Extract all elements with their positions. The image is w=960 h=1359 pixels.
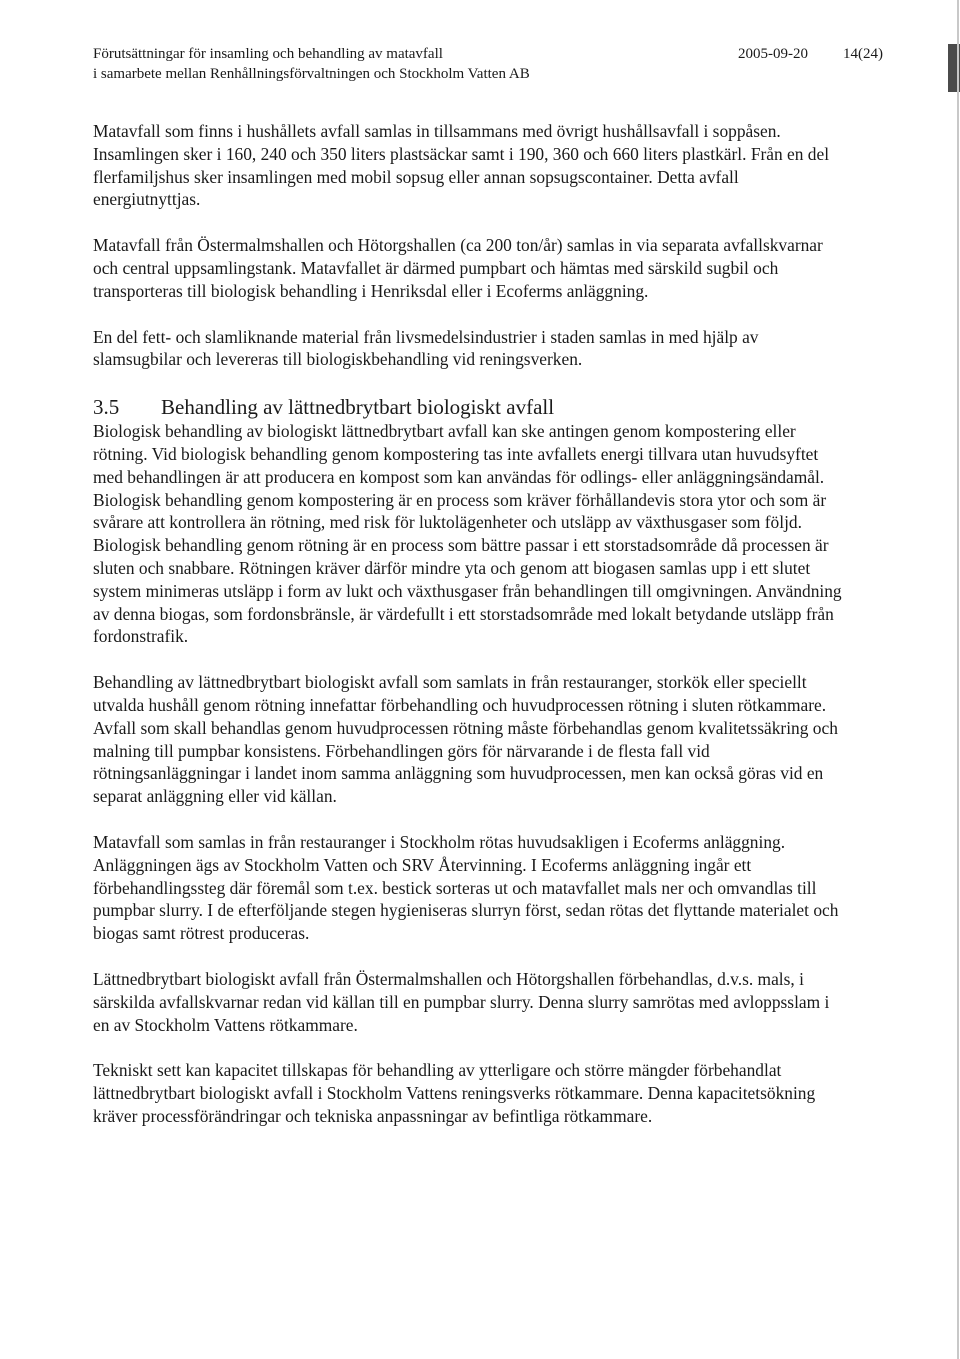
section-title: Behandling av lättnedbrytbart biologiskt avfall <box>161 395 555 420</box>
paragraph-industry-sludge: En del fett- och slamliknande material från livsmedelsindustrier i staden samlas in med hjälp av slamsugbilar och levereras till biologiskbehandling vid reningsverken. <box>93 326 759 370</box>
document-body <box>93 120 845 1151</box>
header-title-line1: Förutsättningar för insamling och behandling av matavfall <box>93 46 443 62</box>
paragraph-capacity: Tekniskt sett kan kapacitet tillskapas för behandling av ytterligare och större mängder förbehandlat lättnedbrytbart biologiskt avfall i Stockholm Vattens reningsverks rötkammare. Denna kapacitetsökning kräver processförändringar och tekniska anpassningar av befintliga rötkammare. <box>93 1060 816 1126</box>
section-number: 3.5 <box>93 395 120 420</box>
paragraph-household-collection: Matavfall som finns i hushållets avfall samlas in tillsammans med övrigt hushållsavfall i soppåsen. Insamlingen sker i 160, 240 och 350 liters plastsäckar samt i 190, 360 och 660 liters plastkärl. Från en del flerfamiljshus sker insamlingen med mobil sopsug eller annan sopsugscontainer. Detta avfall energiutnyttjas. <box>93 121 830 210</box>
paragraph-digestion-pretreatment: Behandling av lättnedbrytbart biologiskt avfall som samlats in från restauranger, storkök eller speciellt utvalda hushåll genom rötning innefattar förbehandling och huvudprocessen rötning i sluten rötkammare. Avfall som skall behandlas genom huvudprocessen rötning måste förbehandlas genom kvalitetssäkring och malning till pumpbar konsistens. Förbehandlingen görs för närvarande i de flesta fall vid rötningsanläggningar i landet inom samma anläggning som huvudprocessen, men kan också göras vid en separat anläggning eller vid källan. <box>93 672 838 807</box>
paragraph-biological-treatment: Biologisk behandling av biologiskt lättnedbrytbart avfall kan ske antingen genom kompostering eller rötning. Vid biologisk behandling genom kompostering tas inte avfallets energi tillvara utan huvudsyftet med behandlingen är att producera en kompost som kan användas för odlings- eller anläggningsändamål. Biologisk behandling genom kompostering är en process som kräver förhållandevis stora ytor och som är svårare att kontrollera än rötning, med risk för luktolägenheter och utsläpp av växthusgaser som följd. Biologisk behandling genom rötning är en process som bättre passar i ett storstadsområde då processen är sluten och snabbare. Rötningen kräver därför mindre yta och genom att biogasen samlas upp i ett slutet system minimeras utsläpp i form av lukt och växthusgaser från behandlingen till omgivningen. Användning av denna biogas, som fordonsbränsle, är värdefullt i ett storstadsområde med lokalt betydande utsläpp från fordonstrafik. <box>93 421 842 647</box>
header-date: 2005-09-20 <box>738 46 808 62</box>
scan-edge-line <box>957 0 959 1359</box>
header-title-line2: i samarbete mellan Renhållningsförvaltningen och Stockholm Vatten AB <box>93 66 530 82</box>
header-page-number: 14(24) <box>843 46 883 62</box>
paragraph-ecoferm: Matavfall som samlas in från restauranger i Stockholm rötas huvudsakligen i Ecoferms anläggning. Anläggningen ägs av Stockholm Vatten och SRV Återvinning. I Ecoferms anläggning ingår ett förbehandlingssteg där föremål som t.ex. bestick sorteras ut och matavfallet mals ner och omvandlas till pumpbar slurry. I de efterföljande stegen hygieniseras slurryn först, sedan rötas det flyttande materialet och biogas samt rötrest produceras. <box>93 831 839 944</box>
page-header <box>93 44 893 84</box>
paragraph-market-halls: Matavfall från Östermalmshallen och Hötorgshallen (ca 200 ton/år) samlas in via separata avfallskvarnar och central uppsamlingstank. Matavfallet är därmed pumpbart och hämtas med särskild sugbil och transporteras till biologisk behandling i Henriksdal eller i Ecoferms anläggning. <box>93 235 823 301</box>
paragraph-market-halls-slurry: Lättnedbrytbart biologiskt avfall från Östermalmshallen och Hötorgshallen förbehandlas, d.v.s. mals, i särskilda avfallskvarnar redan vid källan till en pumpbar slurry. Denna slurry samrötas med avloppsslam i en av Stockholm Vattens rötkammare. <box>93 968 830 1035</box>
section-heading <box>93 394 845 420</box>
